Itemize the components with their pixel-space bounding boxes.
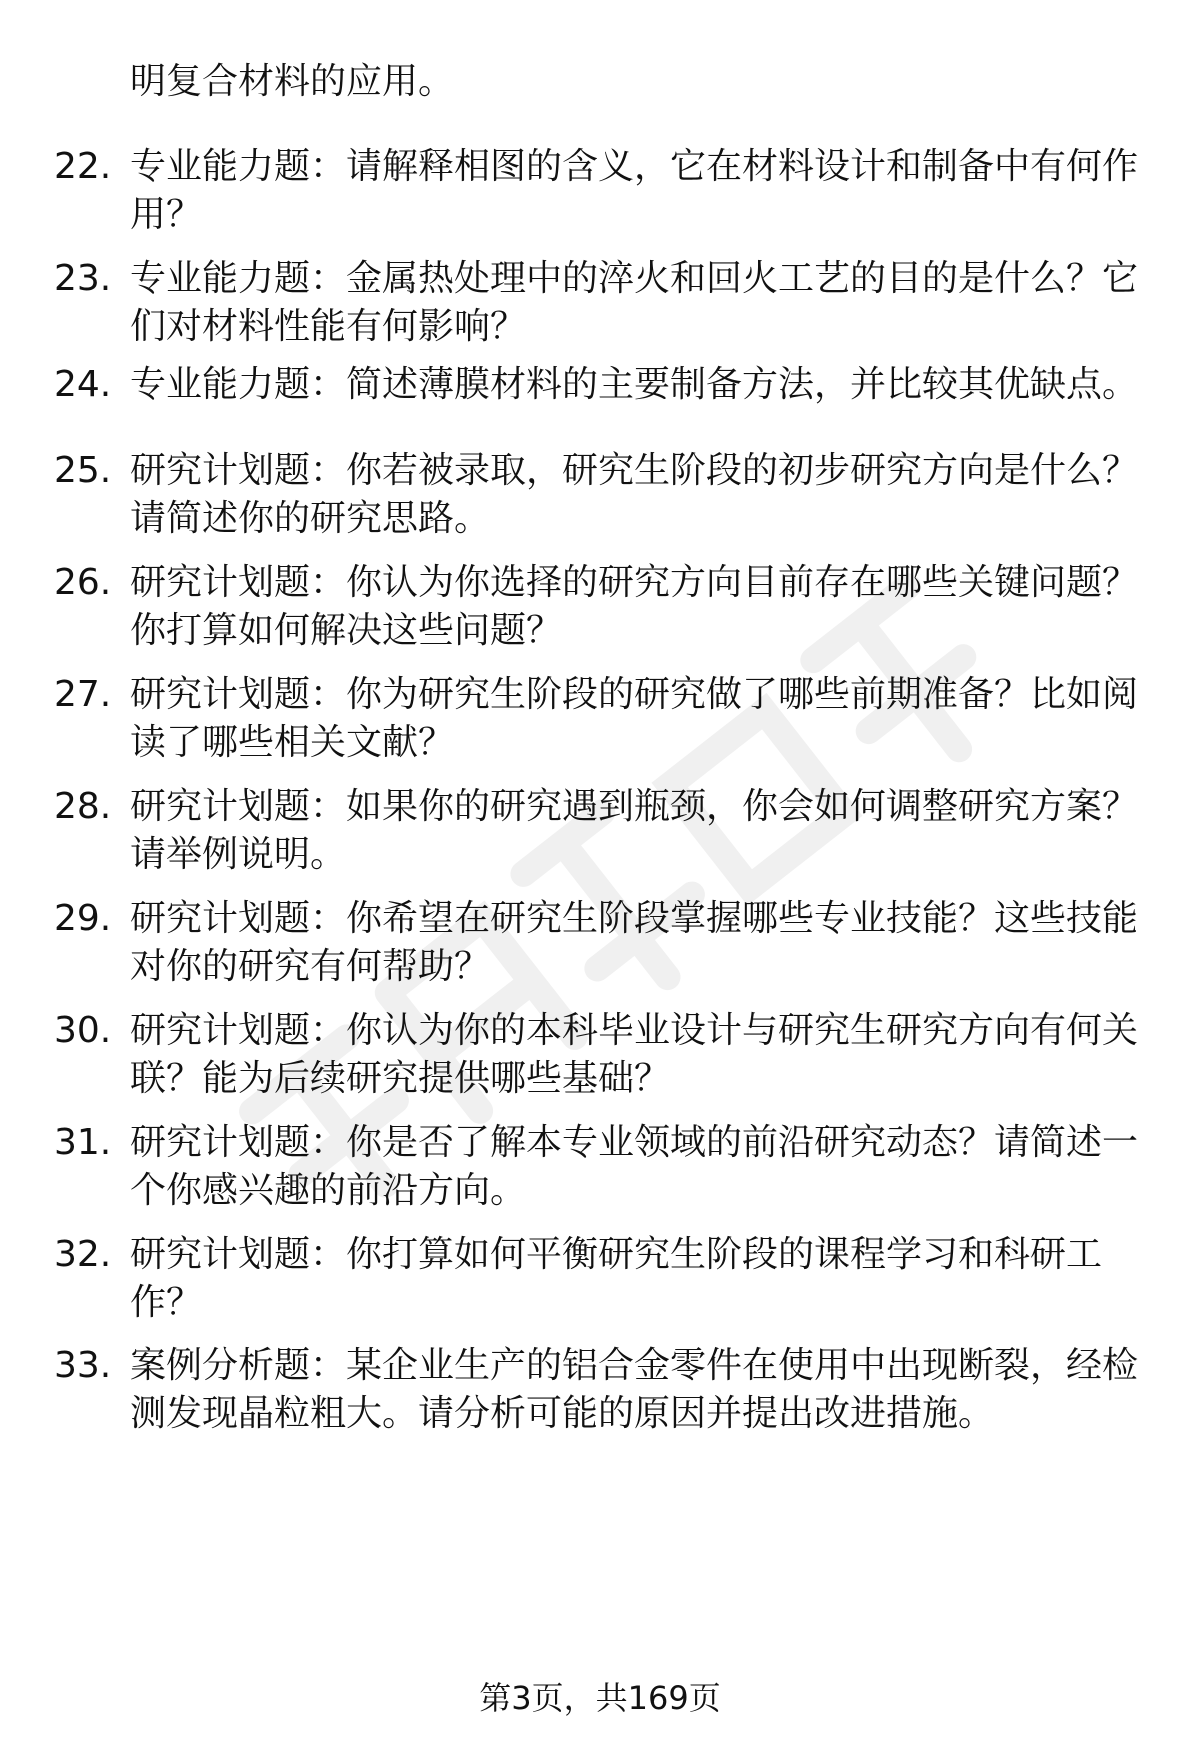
question-number: 23.: [54, 258, 112, 299]
question-text-line: 对你的研究有何帮助？: [130, 946, 491, 987]
question-number: 24.: [54, 364, 112, 405]
page-footer: 第3页，共169页: [479, 1679, 721, 1717]
question-text-line: 请简述你的研究思路。: [130, 498, 491, 539]
question-text-line: 研究计划题：你是否了解本专业领域的前沿研究动态？请简述一: [130, 1122, 1139, 1163]
question-text-line: 研究计划题：你认为你选择的研究方向目前存在哪些关键问题？: [130, 562, 1139, 603]
question-text-line: 联？能为后续研究提供哪些基础？: [130, 1058, 671, 1099]
question-text-line: 专业能力题：简述薄膜材料的主要制备方法，并比较其优缺点。: [130, 364, 1139, 405]
question-text-line: 研究计划题：你打算如何平衡研究生阶段的课程学习和科研工: [130, 1234, 1103, 1275]
question-text-line: 作？: [130, 1282, 203, 1323]
question-number: 30.: [54, 1010, 112, 1051]
question-number: 25.: [54, 450, 112, 491]
question-text-line: 个你感兴趣的前沿方向。: [130, 1170, 527, 1211]
question-number: 31.: [54, 1122, 112, 1163]
question-text-line: 你打算如何解决这些问题？: [130, 610, 563, 651]
question-text-line: 研究计划题：你认为你的本科毕业设计与研究生研究方向有何关: [130, 1010, 1139, 1051]
question-number: 27.: [54, 674, 112, 715]
question-text-line: 案例分析题：某企业生产的铝合金零件在使用中出现断裂，经检: [130, 1345, 1139, 1386]
question-text-line: 请举例说明。: [130, 834, 347, 875]
question-text-line: 研究计划题：如果你的研究遇到瓶颈，你会如何调整研究方案？: [130, 786, 1139, 827]
question-number: 33.: [54, 1345, 112, 1386]
question-text-line: 研究计划题：你希望在研究生阶段掌握哪些专业技能？这些技能: [130, 898, 1139, 939]
question-number: 26.: [54, 562, 112, 603]
continued-text-line: 明复合材料的应用。: [130, 61, 455, 102]
question-text-line: 测发现晶粒粗大。请分析可能的原因并提出改进措施。: [130, 1393, 995, 1434]
question-text-line: 用？: [130, 194, 203, 235]
question-number: 29.: [54, 898, 112, 939]
question-text-line: 读了哪些相关文献？: [130, 722, 455, 763]
question-text-line: 研究计划题：你为研究生阶段的研究做了哪些前期准备？比如阅: [130, 674, 1139, 715]
question-text-line: 研究计划题：你若被录取，研究生阶段的初步研究方向是什么？: [130, 450, 1139, 491]
question-text-line: 们对材料性能有何影响？: [130, 306, 527, 347]
question-number: 22.: [54, 146, 112, 187]
question-number: 32.: [54, 1234, 112, 1275]
question-text-line: 专业能力题：金属热处理中的淬火和回火工艺的目的是什么？它: [130, 258, 1139, 299]
question-text-line: 专业能力题：请解释相图的含义，它在材料设计和制备中有何作: [130, 146, 1139, 187]
question-number: 28.: [54, 786, 112, 827]
